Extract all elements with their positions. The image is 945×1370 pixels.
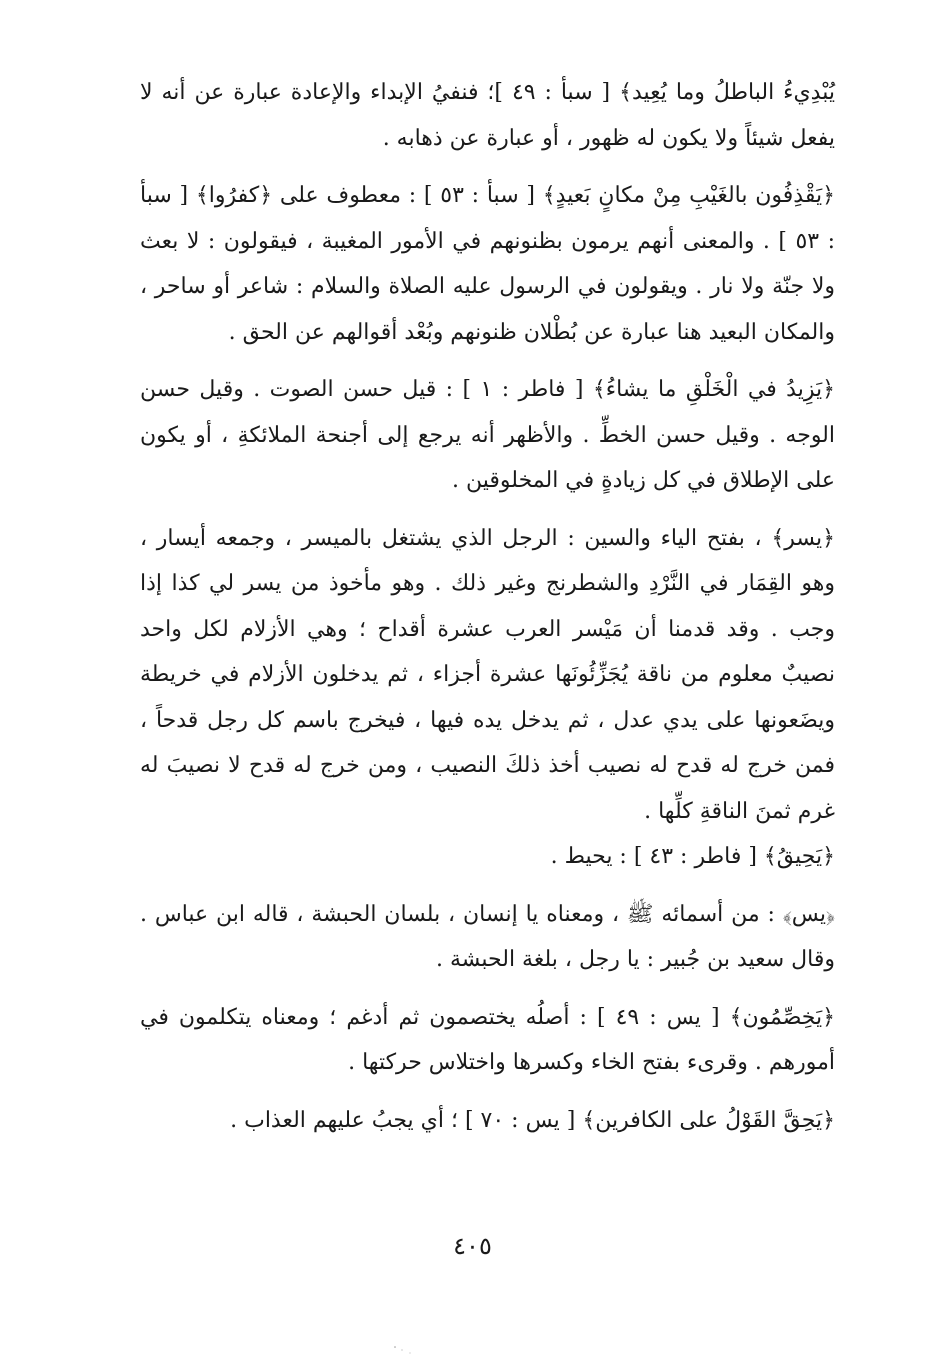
paragraph-yasin: ﴿يس﴾ : من أسمائه ﷺ ، ومعناه يا إنسان ، بلسان الحبشة ، قاله ابن عباس . وقال سعيد بن جُبير : يا رجل ، بلغة الحبشة . [140, 901, 835, 972]
page-number: ٤٠٥ [453, 1232, 492, 1260]
paragraph-yahiqu: ﴿يَحِيقُ﴾ [ فاطر : ٤٣ ] : يحيط . [550, 844, 835, 869]
paragraph-yazidu: ﴿يَزِيدُ في الْخَلْقِ ما يشاءُ﴾ [ فاطر : ١ ] : قيل حسن الصوت . وقيل حسن الوجه . وقيل حسن الخطِّ . والأظهر أنه يرجع إلى أجنحة الملائكةِ ، أو يكون على الإطلاق في كل زيادةٍ في المخلوقين . [140, 377, 835, 493]
page-body [140, 70, 835, 1155]
paragraph-yahiqqa: ﴿يَحِقَّ القَوْلُ على الكافرين﴾ [ يس : ٧٠ ] ؛ أي يجبُ عليهم العذاب . [230, 1107, 835, 1133]
paragraph-yubdi: يُبْدِيءُ الباطلُ وما يُعِيد﴾ [ سبأ : ٤٩ ]؛ فنفيُ الإبداء والإعادة عبارة عن أنه لا يفعل شيئاً ولا يكون له ظهور ، أو عبارة عن ذهابه . [140, 80, 835, 151]
paragraph-yakhissimun: ﴿يَخِصِّمُون﴾ [ يس : ٤٩ ] : أصلُه يختصمون ثم أدغم ؛ ومعناه يتكلمون في أمورهم . وقرىء بفتح الخاء وكسرها واختلاس حركتها . [140, 1004, 836, 1075]
paragraph-yasar: ﴿يسر﴾ ، بفتح الياء والسين : الرجل الذي يشتغل بالميسر ، وجمعه أيسار ، وهو القِمَار في النَّرْدِ والشطرنج وغير ذلك . وهو مأخوذ من يسر لي كذا إذا وجب . وقد قدمنا أن مَيْسر العرب عشرة أقداح ؛ وهي الأزلام لكل واحد نصيبٌ معلوم من ناقة يُجَزِّئُونَها عشرة أجزاء ، ثم يدخلون الأزلام في خريطة ويضَعونها على يدي عدل ، ثم يدخل يده فيها ، فيخرج باسم كل رجل قدحاً ، فمن خرج له قدح له نصيب أخذ ذلكَ النصيب ، ومن خرج له قدح لا نصيبَ له غرم ثمنَ الناقةِ كلِّها . [140, 525, 836, 824]
paragraph-yaqdhifun: ﴿يَقْذِفُون بالغَيْبِ مِنْ مكانٍ بَعيدٍ﴾ [ سبأ : ٥٣ ] : معطوف على ﴿كفرُوا﴾ [ سبأ : ٥٣ ] . والمعنى أنهم يرمون بظنونهم في الأمور المغيبة ، فيقولون : لا بعث ولا جنّة ولا نار . ويقولون في الرسول عليه الصلاة والسلام : شاعر أو ساحر ، والمكان البعيد هنا عبارة عن بُطْلان ظنونهم وبُعْد أقوالهم عن الحق . [140, 183, 836, 345]
